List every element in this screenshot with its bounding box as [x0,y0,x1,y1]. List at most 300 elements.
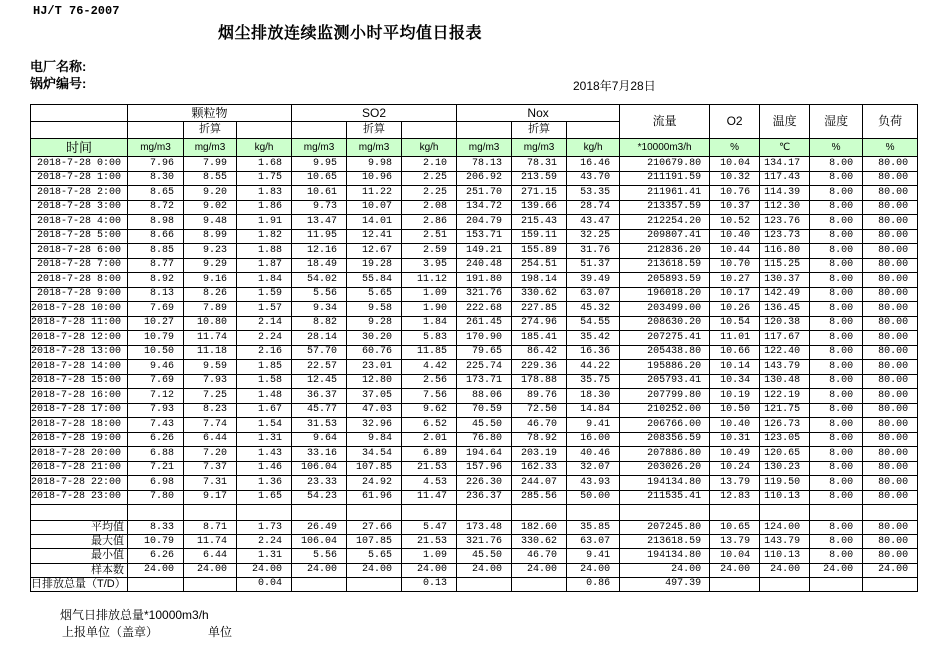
value-cell: 254.51 [512,258,567,273]
summary-row [31,549,918,563]
value-cell: 7.31 [184,476,237,491]
value-cell: 122.19 [760,389,810,404]
value-cell: 10.80 [184,316,237,331]
value-cell: 8.00 [810,374,863,389]
value-cell: 1.09 [402,287,457,302]
value-cell: 2.59 [402,244,457,259]
time-cell: 2018-7-28 5:00 [31,229,128,244]
value-cell: 7.93 [184,374,237,389]
value-cell: 213618.59 [620,535,710,549]
time-cell: 2018-7-28 18:00 [31,418,128,433]
time-cell: 2018-7-28 1:00 [31,171,128,186]
empty-cell [457,122,512,139]
value-cell: 8.00 [810,302,863,317]
value-cell: 204.79 [457,215,512,230]
blank-cell [620,505,710,521]
value-cell: 14.01 [347,215,402,230]
value-cell: 7.74 [184,418,237,433]
value-cell: 80.00 [863,490,918,505]
value-cell: 32.96 [347,418,402,433]
value-cell: 80.00 [863,273,918,288]
summary-label: 最小值 [31,549,128,563]
value-cell: 9.41 [567,418,620,433]
value-cell: 8.00 [810,432,863,447]
group-header-so2: SO2 [292,105,457,122]
value-cell: 226.30 [457,476,512,491]
table-row [31,374,918,389]
value-cell: 130.48 [760,374,810,389]
value-cell: 8.00 [810,403,863,418]
unit-cell: % [710,139,760,157]
unit-cell: kg/h [402,139,457,157]
value-cell: 9.29 [184,258,237,273]
value-cell: 39.49 [567,273,620,288]
converted-header-nox: 折算 [512,122,567,139]
value-cell: 236.37 [457,490,512,505]
value-cell: 19.28 [347,258,402,273]
value-cell: 1.84 [237,273,292,288]
value-cell: 78.92 [512,432,567,447]
value-cell: 1.68 [237,157,292,172]
value-cell: 10.19 [710,389,760,404]
time-cell: 2018-7-28 11:00 [31,316,128,331]
value-cell: 8.00 [810,476,863,491]
value-cell: 1.88 [237,244,292,259]
value-cell: 107.85 [347,461,402,476]
value-cell: 8.00 [810,549,863,563]
value-cell: 11.01 [710,331,760,346]
value-cell: 211961.41 [620,186,710,201]
value-cell: 80.00 [863,215,918,230]
converted-header-pm: 折算 [184,122,237,139]
value-cell: 206.92 [457,171,512,186]
value-cell: 6.26 [128,549,184,563]
value-cell: 9.64 [292,432,347,447]
value-cell: 24.00 [760,563,810,577]
table-row [31,157,918,172]
unit-cell: kg/h [237,139,292,157]
value-cell [710,577,760,591]
value-cell: 123.05 [760,432,810,447]
table-row [31,287,918,302]
value-cell: 80.00 [863,186,918,201]
value-cell: 10.31 [710,432,760,447]
value-cell: 185.41 [512,331,567,346]
value-cell: 31.53 [292,418,347,433]
blank-cell [292,505,347,521]
value-cell: 106.04 [292,461,347,476]
value-cell: 45.50 [457,418,512,433]
value-cell: 7.20 [184,447,237,462]
value-cell: 114.39 [760,186,810,201]
value-cell: 24.00 [710,563,760,577]
summary-row [31,535,918,549]
units-row [31,139,918,157]
unit-cell: mg/m3 [184,139,237,157]
value-cell: 10.34 [710,374,760,389]
value-cell: 45.50 [457,549,512,563]
value-cell: 8.00 [810,157,863,172]
value-cell: 2.24 [237,331,292,346]
blank-cell [31,505,128,521]
value-cell: 170.90 [457,331,512,346]
value-cell: 5.56 [292,549,347,563]
blank-cell [347,505,402,521]
value-cell: 7.80 [128,490,184,505]
value-cell: 80.00 [863,229,918,244]
value-cell: 0.86 [567,577,620,591]
value-cell: 13.79 [710,535,760,549]
value-cell: 240.48 [457,258,512,273]
value-cell: 8.98 [128,215,184,230]
value-cell: 7.93 [128,403,184,418]
unit-label: 单位 [208,625,233,639]
value-cell: 7.69 [128,374,184,389]
value-cell: 10.65 [292,171,347,186]
value-cell: 9.34 [292,302,347,317]
value-cell: 47.03 [347,403,402,418]
value-cell: 11.74 [184,535,237,549]
time-cell: 2018-7-28 12:00 [31,331,128,346]
value-cell: 2.16 [237,345,292,360]
value-cell: 12.41 [347,229,402,244]
value-cell: 191.80 [457,273,512,288]
value-cell [292,577,347,591]
o2-header: O2 [710,105,760,139]
group-header-nox: Nox [457,105,620,122]
table-row [31,418,918,433]
value-cell: 12.67 [347,244,402,259]
value-cell: 1.59 [237,287,292,302]
value-cell: 9.41 [567,549,620,563]
value-cell: 11.85 [402,345,457,360]
time-cell: 2018-7-28 20:00 [31,447,128,462]
value-cell: 9.62 [402,403,457,418]
value-cell: 130.37 [760,273,810,288]
value-cell: 10.70 [710,258,760,273]
value-cell: 43.70 [567,171,620,186]
value-cell: 2.56 [402,374,457,389]
unit-cell: % [810,139,863,157]
time-cell: 2018-7-28 13:00 [31,345,128,360]
value-cell: 110.13 [760,490,810,505]
value-cell: 9.59 [184,360,237,375]
value-cell: 1.54 [237,418,292,433]
value-cell: 30.20 [347,331,402,346]
value-cell: 1.58 [237,374,292,389]
value-cell: 134.72 [457,200,512,215]
value-cell: 8.00 [810,360,863,375]
value-cell: 173.71 [457,374,512,389]
value-cell: 142.49 [760,287,810,302]
value-cell: 8.85 [128,244,184,259]
value-cell: 10.37 [710,200,760,215]
value-cell: 79.65 [457,345,512,360]
value-cell: 8.72 [128,200,184,215]
value-cell: 8.00 [810,171,863,186]
value-cell: 80.00 [863,331,918,346]
time-cell: 2018-7-28 17:00 [31,403,128,418]
value-cell: 1.73 [237,521,292,535]
value-cell: 8.00 [810,345,863,360]
value-cell: 1.75 [237,171,292,186]
value-cell: 80.00 [863,432,918,447]
value-cell: 53.35 [567,186,620,201]
value-cell: 2.25 [402,186,457,201]
value-cell: 244.07 [512,476,567,491]
blank-cell [184,505,237,521]
value-cell: 8.00 [810,521,863,535]
table-row [31,432,918,447]
value-cell: 80.00 [863,374,918,389]
value-cell: 194.64 [457,447,512,462]
value-cell: 212254.20 [620,215,710,230]
report-table [30,104,918,592]
value-cell: 35.42 [567,331,620,346]
unit-cell: mg/m3 [457,139,512,157]
table-row [31,316,918,331]
value-cell: 213.59 [512,171,567,186]
value-cell: 12.16 [292,244,347,259]
empty-cell [31,122,128,139]
value-cell: 274.96 [512,316,567,331]
empty-cell [237,122,292,139]
value-cell: 6.44 [184,549,237,563]
value-cell: 120.38 [760,316,810,331]
value-cell: 9.58 [347,302,402,317]
value-cell: 80.00 [863,345,918,360]
value-cell: 225.74 [457,360,512,375]
value-cell: 330.62 [512,287,567,302]
value-cell: 211535.41 [620,490,710,505]
value-cell: 24.92 [347,476,402,491]
blank-cell [567,505,620,521]
value-cell: 194134.80 [620,476,710,491]
value-cell: 10.50 [128,345,184,360]
value-cell: 10.26 [710,302,760,317]
value-cell: 1.87 [237,258,292,273]
value-cell: 8.26 [184,287,237,302]
value-cell: 6.89 [402,447,457,462]
value-cell: 8.00 [810,316,863,331]
value-cell: 61.96 [347,490,402,505]
value-cell: 37.05 [347,389,402,404]
value-cell: 10.52 [710,215,760,230]
time-cell: 2018-7-28 7:00 [31,258,128,273]
value-cell: 10.14 [710,360,760,375]
value-cell: 24.00 [457,563,512,577]
value-cell: 227.85 [512,302,567,317]
value-cell: 8.00 [810,258,863,273]
time-cell: 2018-7-28 4:00 [31,215,128,230]
value-cell: 16.36 [567,345,620,360]
value-cell: 1.85 [237,360,292,375]
value-cell: 215.43 [512,215,567,230]
value-cell: 10.04 [710,157,760,172]
value-cell: 7.89 [184,302,237,317]
value-cell: 8.55 [184,171,237,186]
value-cell: 63.07 [567,535,620,549]
value-cell: 12.80 [347,374,402,389]
value-cell: 34.54 [347,447,402,462]
value-cell: 23.33 [292,476,347,491]
value-cell: 18.30 [567,389,620,404]
table-row [31,186,918,201]
time-cell: 2018-7-28 14:00 [31,360,128,375]
time-cell: 2018-7-28 6:00 [31,244,128,259]
blank-cell [237,505,292,521]
value-cell: 80.00 [863,316,918,331]
time-cell: 2018-7-28 3:00 [31,200,128,215]
value-cell: 1.83 [237,186,292,201]
value-cell: 11.22 [347,186,402,201]
value-cell [512,577,567,591]
value-cell: 80.00 [863,461,918,476]
value-cell: 0.13 [402,577,457,591]
value-cell: 80.00 [863,360,918,375]
value-cell: 1.65 [237,490,292,505]
unit-cell: mg/m3 [292,139,347,157]
value-cell: 9.73 [292,200,347,215]
table-row [31,331,918,346]
value-cell: 130.23 [760,461,810,476]
value-cell: 10.44 [710,244,760,259]
value-cell: 134.17 [760,157,810,172]
value-cell: 80.00 [863,302,918,317]
blank-cell [710,505,760,521]
time-cell: 2018-7-28 19:00 [31,432,128,447]
value-cell: 80.00 [863,389,918,404]
value-cell: 5.65 [347,287,402,302]
value-cell: 78.13 [457,157,512,172]
value-cell: 497.39 [620,577,710,591]
value-cell: 208630.20 [620,316,710,331]
value-cell: 1.48 [237,389,292,404]
value-cell [347,577,402,591]
value-cell [184,577,237,591]
value-cell [457,577,512,591]
table-row [31,490,918,505]
value-cell: 24.00 [567,563,620,577]
value-cell: 6.52 [402,418,457,433]
blank-row [31,505,918,521]
blank-cell [128,505,184,521]
blank-cell [810,505,863,521]
value-cell: 80.00 [863,287,918,302]
value-cell: 203026.20 [620,461,710,476]
value-cell: 8.00 [810,186,863,201]
value-cell: 36.37 [292,389,347,404]
value-cell: 26.49 [292,521,347,535]
humidity-header: 湿度 [810,105,863,139]
value-cell: 9.02 [184,200,237,215]
value-cell: 153.71 [457,229,512,244]
table-row [31,476,918,491]
value-cell: 14.84 [567,403,620,418]
value-cell: 10.27 [710,273,760,288]
value-cell: 107.85 [347,535,402,549]
value-cell: 7.12 [128,389,184,404]
table-row [31,200,918,215]
value-cell: 10.54 [710,316,760,331]
value-cell: 35.85 [567,521,620,535]
value-cell: 1.57 [237,302,292,317]
summary-row [31,563,918,577]
value-cell: 8.00 [810,215,863,230]
table-row [31,345,918,360]
value-cell: 124.00 [760,521,810,535]
value-cell: 1.82 [237,229,292,244]
time-cell: 2018-7-28 9:00 [31,287,128,302]
value-cell: 9.84 [347,432,402,447]
table-row [31,229,918,244]
blank-cell [863,505,918,521]
value-cell: 115.25 [760,258,810,273]
value-cell: 9.95 [292,157,347,172]
empty-cell [128,122,184,139]
value-cell: 12.83 [710,490,760,505]
value-cell: 8.00 [810,200,863,215]
time-cell: 2018-7-28 22:00 [31,476,128,491]
value-cell: 35.75 [567,374,620,389]
value-cell: 8.00 [810,287,863,302]
value-cell: 9.48 [184,215,237,230]
value-cell: 10.65 [710,521,760,535]
value-cell: 9.17 [184,490,237,505]
value-cell: 2.08 [402,200,457,215]
value-cell: 8.00 [810,244,863,259]
value-cell: 46.70 [512,418,567,433]
value-cell: 210679.80 [620,157,710,172]
value-cell: 9.28 [347,316,402,331]
value-cell: 10.04 [710,549,760,563]
table-row [31,273,918,288]
value-cell: 54.55 [567,316,620,331]
value-cell: 8.66 [128,229,184,244]
summary-label: 日排放总量（T/D） [31,577,126,590]
unit-cell: kg/h [567,139,620,157]
value-cell: 28.74 [567,200,620,215]
value-cell: 54.02 [292,273,347,288]
value-cell: 32.07 [567,461,620,476]
flue-gas-total-note: 烟气日排放总量*10000m3/h [60,608,209,622]
table-row [31,461,918,476]
value-cell: 80.00 [863,521,918,535]
value-cell: 10.17 [710,287,760,302]
value-cell: 80.00 [863,535,918,549]
value-cell: 63.07 [567,287,620,302]
value-cell: 116.80 [760,244,810,259]
value-cell: 1.91 [237,215,292,230]
time-cell: 2018-7-28 0:00 [31,157,128,172]
value-cell: 229.36 [512,360,567,375]
blank-cell [760,505,810,521]
value-cell: 13.47 [292,215,347,230]
value-cell: 5.47 [402,521,457,535]
value-cell: 7.99 [184,157,237,172]
value-cell: 76.80 [457,432,512,447]
value-cell: 8.00 [810,273,863,288]
value-cell: 10.40 [710,229,760,244]
value-cell: 117.43 [760,171,810,186]
value-cell: 10.50 [710,403,760,418]
blank-cell [457,505,512,521]
value-cell: 72.50 [512,403,567,418]
value-cell: 9.23 [184,244,237,259]
table-row [31,171,918,186]
value-cell: 44.22 [567,360,620,375]
value-cell: 1.90 [402,302,457,317]
